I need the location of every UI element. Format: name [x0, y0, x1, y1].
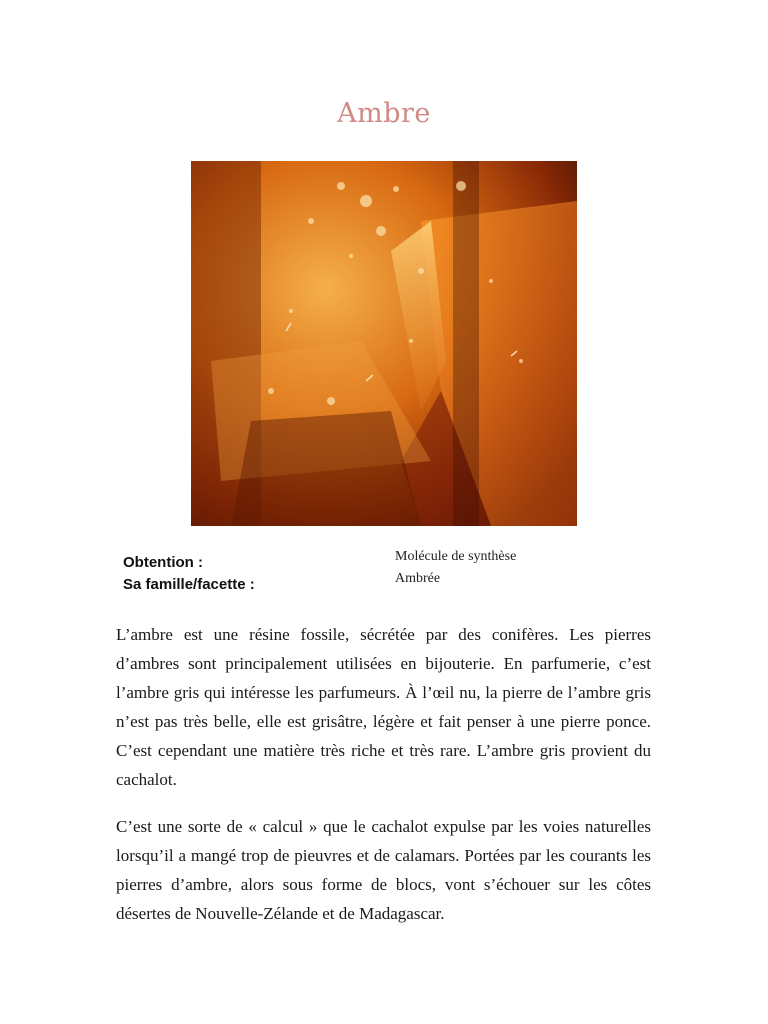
- paragraph-2: C’est une sorte de « calcul » que le cachalot expulse par les voies naturelles lorsqu’il a mangé trop de pieuvres et de calamars. Portées par les courants les pierres d’ambre, alors sous forme de blocs, vont s’échouer sur les côtes désertes de Nouvelle-Zélande et de Madagascar.: [116, 817, 651, 923]
- paragraph-1: L’ambre est une résine fossile, sécrétée par des conifères. Les pierres d’ambres sont principalement utilisées en bijouterie. En parfumerie, c’est l’ambre gris qui intéresse les parfumeurs. À l’œil nu, la pierre de l’ambre gris n’est pas très belle, elle est grisâtre, légère et fait penser à une pierre ponce. C’est cependant une matière très riche et très rare. L’ambre gris provient du cachalot.: [116, 625, 651, 789]
- page-title: Ambre: [337, 98, 431, 129]
- famille-value: Ambrée: [395, 571, 441, 586]
- amber-photo: [191, 161, 577, 526]
- field-values: [395, 546, 516, 590]
- obtention-label: Obtention :: [123, 554, 203, 571]
- obtention-value: Molécule de synthèse: [395, 549, 517, 564]
- famille-label: Sa famille/facette :: [123, 576, 255, 593]
- field-labels: [123, 552, 255, 596]
